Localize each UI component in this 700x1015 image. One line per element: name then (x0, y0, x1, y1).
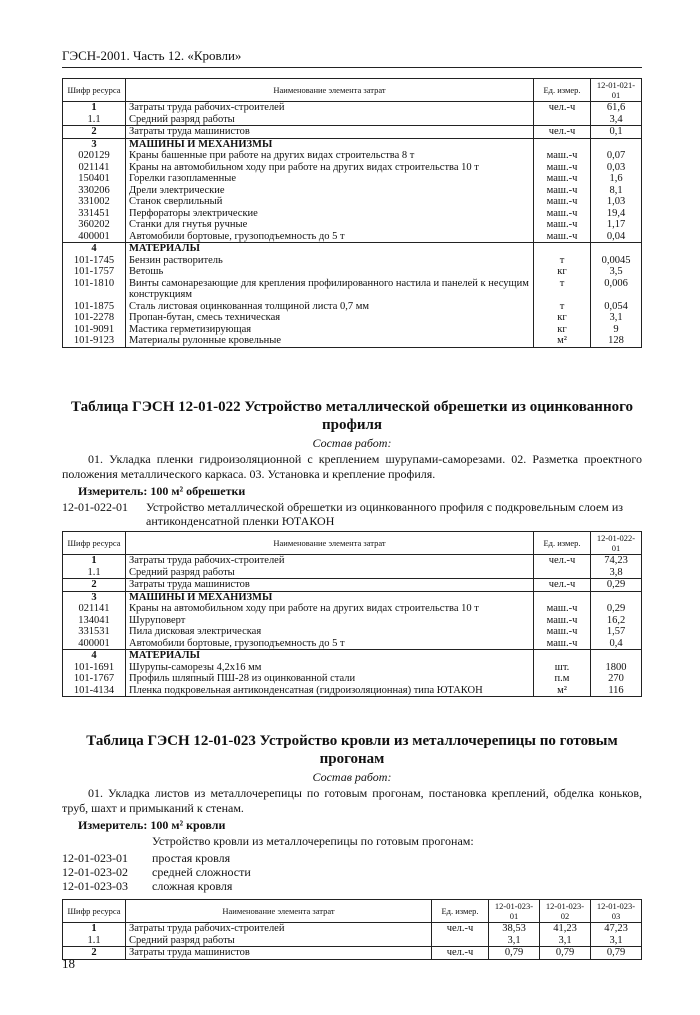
table-body (63, 555, 642, 697)
resource-name: Пила дисковая электрическая (126, 626, 534, 638)
resource-name: Затраты труда машинистов (126, 579, 534, 592)
norm-value: 270 (591, 673, 642, 685)
resource-unit: кг (534, 324, 591, 336)
work-composition-label: Состав работ: (312, 436, 392, 450)
resource-code: 101-1745 (63, 255, 126, 267)
norm-value: 0,29 (591, 579, 642, 592)
norm-value: 3,1 (489, 935, 540, 947)
norm-value: 0,1 (591, 126, 642, 139)
norm-value: 0,054 (591, 301, 642, 313)
resource-name: Бензин растворитель (126, 255, 534, 267)
norm-list (62, 851, 646, 893)
table-row (63, 603, 642, 615)
table-row (63, 138, 642, 150)
section-title-line: прогонам (319, 751, 385, 767)
resource-name: Краны на автомобильном ходу при работе на других видах строительства 10 т (126, 603, 534, 615)
resource-unit: шт. (534, 662, 591, 674)
resource-unit: чел.-ч (432, 947, 489, 960)
norm-value: 1,57 (591, 626, 642, 638)
section-title-line: Таблица ГЭСН 12-01-023 Устройство кровли из металлочерепицы по готовым (86, 733, 618, 749)
resource-unit: чел.-ч (534, 126, 591, 139)
norm-code: 12-01-023-01 (62, 851, 128, 865)
resource-unit: м² (534, 335, 591, 347)
resource-unit: п.м (534, 673, 591, 685)
section-title-line: Таблица ГЭСН 12-01-022 Устройство металлической обрешетки из оцинкованного (70, 399, 634, 415)
resource-unit: маш.-ч (534, 173, 591, 185)
resource-name: Затраты труда рабочих-строителей (126, 923, 432, 935)
col-unit-header: Ед. измер. (534, 79, 591, 102)
norm-entry (62, 865, 646, 879)
norm-value: 0,07 (591, 150, 642, 162)
resource-code: 021141 (63, 162, 126, 174)
norm-value: 0,03 (591, 162, 642, 174)
resource-name: Затраты труда рабочих-строителей (126, 102, 534, 114)
resource-code: 021141 (63, 603, 126, 615)
norm-entry (62, 500, 640, 528)
resource-code: 134041 (63, 615, 126, 627)
norm-value: 0,79 (591, 947, 642, 960)
resource-unit (534, 567, 591, 579)
resource-table-023 (62, 899, 642, 960)
col-code-header: Шифр ресурса (63, 532, 126, 555)
norm-value: 1,17 (591, 219, 642, 231)
table-row (63, 312, 642, 324)
resource-name: Дрели электрические (126, 185, 534, 197)
table-body (63, 923, 642, 960)
resource-code: 4 (63, 650, 126, 662)
table-row (63, 923, 642, 935)
resource-name: Шуруповерт (126, 615, 534, 627)
table-row (63, 185, 642, 197)
resource-code: 3 (63, 591, 126, 603)
resource-name: Пропан-бутан, смесь техническая (126, 312, 534, 324)
resource-name: Затраты труда машинистов (126, 126, 534, 139)
resource-name: Шурупы-саморезы 4,2х16 мм (126, 662, 534, 674)
resource-name: Краны на автомобильном ходу при работе на других видах строительства 10 т (126, 162, 534, 174)
col-name-header: Наименование элемента затрат (126, 532, 534, 555)
resource-name: Материалы рулонные кровельные (126, 335, 534, 347)
col-norm-header: 12-01-022-01 (591, 532, 642, 555)
resource-code: 331531 (63, 626, 126, 638)
col-norm-header: 12-01-023-02 (540, 900, 591, 923)
resource-unit (432, 935, 489, 947)
resource-code: 1 (63, 555, 126, 567)
table-row (63, 301, 642, 313)
resource-name: Автомобили бортовые, грузоподъемность до 5 т (126, 638, 534, 650)
resource-code: 101-2278 (63, 312, 126, 324)
resource-unit: т (534, 255, 591, 267)
norm-value: 0,04 (591, 231, 642, 243)
norm-value: 8,1 (591, 185, 642, 197)
resource-name: Затраты труда машинистов (126, 947, 432, 960)
resource-name: Станок сверлильный (126, 196, 534, 208)
resource-code: 2 (63, 579, 126, 592)
resource-code: 101-1767 (63, 673, 126, 685)
resource-code: 1.1 (63, 567, 126, 579)
resource-code: 150401 (63, 173, 126, 185)
norm-value: 3,5 (591, 266, 642, 278)
resource-name: Средний разряд работы (126, 935, 432, 947)
resource-code: 020129 (63, 150, 126, 162)
table-body (63, 102, 642, 348)
norm-value: 128 (591, 335, 642, 347)
table-row (63, 673, 642, 685)
table-row (63, 638, 642, 650)
work-composition-label: Состав работ: (312, 770, 392, 784)
resource-unit: маш.-ч (534, 638, 591, 650)
section-title-022 (62, 398, 642, 434)
norm-value: 1,6 (591, 173, 642, 185)
resource-code: 331002 (63, 196, 126, 208)
resource-code: 2 (63, 126, 126, 139)
resource-unit: чел.-ч (534, 555, 591, 567)
norm-entry (62, 879, 646, 893)
resource-unit: маш.-ч (534, 615, 591, 627)
norm-value: 0,0045 (591, 255, 642, 267)
norm-value: 0,006 (591, 278, 642, 301)
resource-table-021 (62, 78, 642, 348)
resource-unit: маш.-ч (534, 185, 591, 197)
resource-code: 4 (63, 243, 126, 255)
norm-description: простая кровля (152, 851, 231, 865)
norm-value: 61,6 (591, 102, 642, 114)
norm-value: 0,29 (591, 603, 642, 615)
resource-code: 331451 (63, 208, 126, 220)
table-row (63, 626, 642, 638)
resource-name: Станки для гнутья ручные (126, 219, 534, 231)
table-row (63, 579, 642, 592)
resource-name: МАТЕРИАЛЫ (126, 650, 534, 662)
resource-name: Средний разряд работы (126, 567, 534, 579)
col-norm-header: 12-01-023-01 (489, 900, 540, 923)
resource-name: Ветошь (126, 266, 534, 278)
norm-code: 12-01-023-03 (62, 879, 128, 893)
table-row (63, 324, 642, 336)
norm-value: 116 (591, 685, 642, 697)
resource-unit: т (534, 301, 591, 313)
table-row (63, 555, 642, 567)
header-rule (62, 67, 642, 68)
resource-name: Пленка подкровельная антиконденсатная (гидроизоляционная) типа ЮТАКОН (126, 685, 534, 697)
resource-unit: маш.-ч (534, 626, 591, 638)
resource-code: 400001 (63, 231, 126, 243)
norm-value: 3,8 (591, 567, 642, 579)
resource-unit (534, 114, 591, 126)
norm-value (591, 138, 642, 150)
norm-value: 0,4 (591, 638, 642, 650)
resource-code: 101-1810 (63, 278, 126, 301)
col-code-header: Шифр ресурса (63, 79, 126, 102)
norm-value: 16,2 (591, 615, 642, 627)
table-row (63, 208, 642, 220)
table-row (63, 935, 642, 947)
norm-value: 3,1 (540, 935, 591, 947)
table-row (63, 591, 642, 603)
col-norm-header: 12-01-023-03 (591, 900, 642, 923)
running-header: ГЭСН-2001. Часть 12. «Кровли» (62, 48, 242, 63)
resource-unit: маш.-ч (534, 231, 591, 243)
norm-value: 3,1 (591, 935, 642, 947)
norm-value: 9 (591, 324, 642, 336)
table-row (63, 219, 642, 231)
resource-code: 101-1875 (63, 301, 126, 313)
resource-code: 1 (63, 923, 126, 935)
norm-value: 74,23 (591, 555, 642, 567)
resource-name: Горелки газопламенные (126, 173, 534, 185)
norm-value: 0,79 (540, 947, 591, 960)
col-code-header: Шифр ресурса (63, 900, 126, 923)
table-row (63, 196, 642, 208)
resource-unit: маш.-ч (534, 150, 591, 162)
resource-code: 101-9091 (63, 324, 126, 336)
resource-unit: кг (534, 312, 591, 324)
resource-code: 1.1 (63, 114, 126, 126)
resource-code: 101-1757 (63, 266, 126, 278)
norm-value (591, 591, 642, 603)
resource-code: 101-4134 (63, 685, 126, 697)
table-row (63, 567, 642, 579)
table-row (63, 615, 642, 627)
section-title-023 (62, 732, 642, 768)
norm-value: 1,03 (591, 196, 642, 208)
resource-unit: маш.-ч (534, 162, 591, 174)
norm-entry (62, 851, 646, 865)
resource-name: МАШИНЫ И МЕХАНИЗМЫ (126, 591, 534, 603)
resource-unit: маш.-ч (534, 219, 591, 231)
table-row (63, 102, 642, 114)
resource-unit (534, 591, 591, 603)
resource-unit: маш.-ч (534, 603, 591, 615)
col-unit-header: Ед. измер. (432, 900, 489, 923)
norm-value: 47,23 (591, 923, 642, 935)
norm-value: 41,23 (540, 923, 591, 935)
col-norm-header: 12-01-021-01 (591, 79, 642, 102)
resource-name: Перфораторы электрические (126, 208, 534, 220)
norm-value (591, 243, 642, 255)
section-title-line: профиля (321, 417, 383, 433)
resource-name: Профиль шляпный ПШ-28 из оцинкованной стали (126, 673, 534, 685)
work-composition-text: 01. Укладка листов из металлочерепицы по готовым прогонам, постановка креплений, обделка коньков, труб, шахт и примыканий к стенам. (62, 786, 642, 815)
table-row (63, 685, 642, 697)
resource-code: 101-1691 (63, 662, 126, 674)
resource-unit: м² (534, 685, 591, 697)
norm-value: 38,53 (489, 923, 540, 935)
resource-unit: т (534, 278, 591, 301)
resource-unit: кг (534, 266, 591, 278)
table-row (63, 126, 642, 139)
table-row (63, 231, 642, 243)
table-row (63, 243, 642, 255)
table-row (63, 150, 642, 162)
resource-unit: чел.-ч (432, 923, 489, 935)
resource-name: МАШИНЫ И МЕХАНИЗМЫ (126, 138, 534, 150)
resource-code: 2 (63, 947, 126, 960)
table-row (63, 947, 642, 960)
norm-value: 3,4 (591, 114, 642, 126)
col-name-header: Наименование элемента затрат (126, 900, 432, 923)
norm-description: Устройство металлической обрешетки из оцинкованного профиля с подкровельным слоем из антиконденсатной пленки ЮТАКОН (146, 500, 624, 528)
resource-unit: маш.-ч (534, 208, 591, 220)
measure-unit: Измеритель: 100 м² кровли (78, 818, 226, 832)
norm-intro: Устройство кровли из металлочерепицы по готовым прогонам: (152, 834, 474, 848)
resource-name: Краны башенные при работе на других видах строительства 8 т (126, 150, 534, 162)
norm-value: 0,79 (489, 947, 540, 960)
table-row (63, 662, 642, 674)
resource-code: 1.1 (63, 935, 126, 947)
norm-code: 12-01-023-02 (62, 865, 128, 879)
resource-name: Автомобили бортовые, грузоподъемность до 5 т (126, 231, 534, 243)
col-name-header: Наименование элемента затрат (126, 79, 534, 102)
resource-table-022 (62, 531, 642, 697)
resource-name: Затраты труда рабочих-строителей (126, 555, 534, 567)
work-composition-text: 01. Укладка пленки гидроизоляционной с креплением шурупами-саморезами. 02. Разметка проектного положения металлического каркаса. 03. Установка и крепление профиля. (62, 452, 642, 481)
table-row (63, 278, 642, 301)
resource-name: Мастика герметизирующая (126, 324, 534, 336)
resource-name: Сталь листовая оцинкованная толщиной листа 0,7 мм (126, 301, 534, 313)
table-row (63, 266, 642, 278)
table-row (63, 255, 642, 267)
norm-value: 19,4 (591, 208, 642, 220)
resource-unit: чел.-ч (534, 102, 591, 114)
resource-unit (534, 138, 591, 150)
resource-code: 330206 (63, 185, 126, 197)
resource-unit (534, 650, 591, 662)
resource-name: Средний разряд работы (126, 114, 534, 126)
norm-value: 1800 (591, 662, 642, 674)
norm-value (591, 650, 642, 662)
page-number: 18 (62, 956, 75, 971)
table-row (63, 173, 642, 185)
norm-value: 3,1 (591, 312, 642, 324)
resource-unit (534, 243, 591, 255)
norm-description: сложная кровля (152, 879, 233, 893)
resource-name: МАТЕРИАЛЫ (126, 243, 534, 255)
measure-unit: Измеритель: 100 м² обрешетки (78, 484, 246, 498)
resource-name: Винты самонарезающие для крепления профилированного настила и панелей к несущим конструкциям (126, 278, 534, 301)
resource-code: 3 (63, 138, 126, 150)
table-row (63, 335, 642, 347)
col-unit-header: Ед. измер. (534, 532, 591, 555)
resource-code: 101-9123 (63, 335, 126, 347)
norm-code: 12-01-022-01 (62, 500, 128, 514)
resource-code: 1 (63, 102, 126, 114)
table-row (63, 162, 642, 174)
resource-code: 360202 (63, 219, 126, 231)
table-row (63, 114, 642, 126)
table-row (63, 650, 642, 662)
resource-unit: чел.-ч (534, 579, 591, 592)
resource-code: 400001 (63, 638, 126, 650)
norm-description: средней сложности (152, 865, 251, 879)
resource-unit: маш.-ч (534, 196, 591, 208)
